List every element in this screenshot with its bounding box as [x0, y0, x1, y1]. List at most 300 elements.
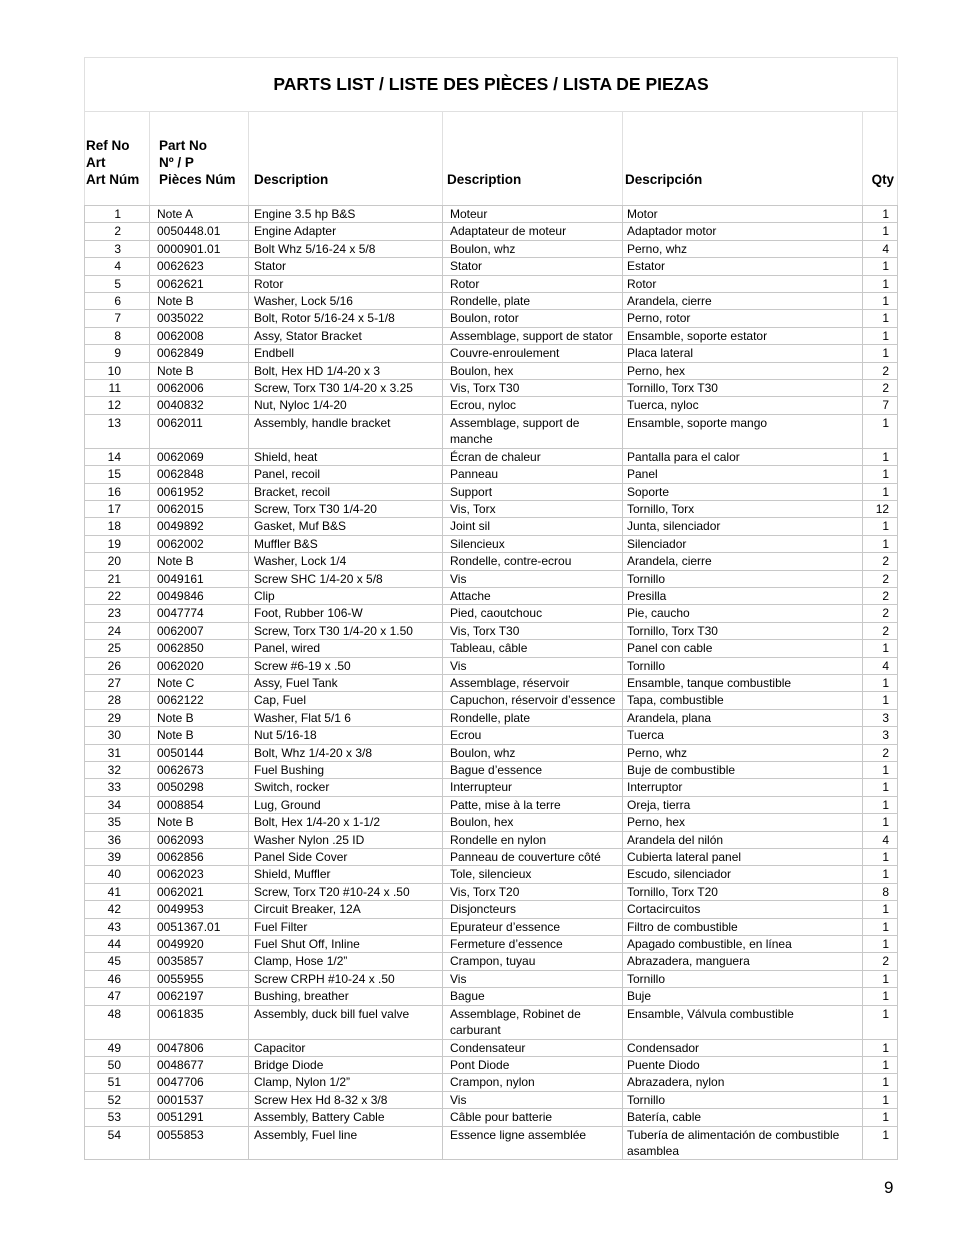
cell-ref: 30	[85, 727, 150, 744]
cell-en: Screw #6-19 x .50	[249, 657, 443, 674]
cell-fr: Interrupteur	[443, 779, 623, 796]
cell-es: Tornillo	[623, 570, 863, 587]
header-ref-line-1: Ref No	[86, 138, 130, 153]
cell-es: Perno, rotor	[623, 310, 863, 327]
table-row	[85, 831, 898, 848]
cell-fr: Panneau	[443, 466, 623, 483]
table-row	[85, 605, 898, 622]
cell-ref: 18	[85, 518, 150, 535]
table-row	[85, 362, 898, 379]
cell-fr: Vis, Torx	[443, 500, 623, 517]
cell-part: 0000901.01	[150, 240, 249, 257]
cell-part: 0062002	[150, 535, 249, 552]
cell-qty: 1	[863, 674, 898, 691]
cell-en: Assy, Fuel Tank	[249, 674, 443, 691]
cell-ref: 28	[85, 692, 150, 709]
cell-fr: Bague	[443, 988, 623, 1005]
cell-ref: 15	[85, 466, 150, 483]
cell-part: 0001537	[150, 1091, 249, 1108]
cell-qty: 1	[863, 866, 898, 883]
cell-ref: 32	[85, 762, 150, 779]
header-part-line-3: Pièces Núm	[159, 172, 236, 187]
cell-fr: Moteur	[443, 206, 623, 223]
cell-en: Panel, wired	[249, 640, 443, 657]
table-row	[85, 849, 898, 866]
cell-qty: 1	[863, 918, 898, 935]
table-row	[85, 762, 898, 779]
cell-fr: Rondelle, contre-ecrou	[443, 553, 623, 570]
cell-qty: 1	[863, 1126, 898, 1160]
cell-qty: 1	[863, 1056, 898, 1073]
cell-ref: 20	[85, 553, 150, 570]
header-ref-no	[85, 112, 150, 201]
cell-en: Bridge Diode	[249, 1056, 443, 1073]
table-row	[85, 901, 898, 918]
cell-part: Note B	[150, 814, 249, 831]
cell-part: 0049920	[150, 936, 249, 953]
cell-ref: 9	[85, 345, 150, 362]
cell-part: 0062856	[150, 849, 249, 866]
cell-es: Tubería de alimentación de combustible asamblea	[623, 1126, 863, 1160]
cell-ref: 13	[85, 414, 150, 448]
cell-es: Buje de combustible	[623, 762, 863, 779]
cell-qty: 12	[863, 500, 898, 517]
cell-part: Note A	[150, 206, 249, 223]
cell-ref: 33	[85, 779, 150, 796]
table-row	[85, 310, 898, 327]
cell-en: Lug, Ground	[249, 796, 443, 813]
table-row	[85, 223, 898, 240]
cell-qty: 1	[863, 1074, 898, 1091]
cell-qty: 7	[863, 397, 898, 414]
cell-part: 0062007	[150, 622, 249, 639]
cell-fr: Disjoncteurs	[443, 901, 623, 918]
cell-qty: 4	[863, 657, 898, 674]
cell-part: 0062621	[150, 275, 249, 292]
cell-part: 0062673	[150, 762, 249, 779]
table-row	[85, 1109, 898, 1126]
cell-en: Assembly, Fuel line	[249, 1126, 443, 1160]
cell-es: Arandela del nilón	[623, 831, 863, 848]
table-row	[85, 1056, 898, 1073]
cell-qty: 1	[863, 466, 898, 483]
cell-part: 0062093	[150, 831, 249, 848]
cell-qty: 2	[863, 587, 898, 604]
cell-part: 0062021	[150, 883, 249, 900]
cell-es: Tornillo, Torx T30	[623, 622, 863, 639]
cell-part: 0047806	[150, 1039, 249, 1056]
cell-es: Tuerca, nyloc	[623, 397, 863, 414]
cell-fr: Condensateur	[443, 1039, 623, 1056]
cell-en: Assembly, Battery Cable	[249, 1109, 443, 1126]
cell-en: Bolt, Hex 1/4-20 x 1-1/2	[249, 814, 443, 831]
cell-es: Tornillo	[623, 657, 863, 674]
header-ref-line-2: Art	[86, 155, 106, 170]
cell-qty: 1	[863, 206, 898, 223]
cell-part: 0050298	[150, 779, 249, 796]
cell-ref: 41	[85, 883, 150, 900]
cell-qty: 1	[863, 796, 898, 813]
cell-fr: Fermeture d’essence	[443, 936, 623, 953]
table-row	[85, 500, 898, 517]
cell-ref: 6	[85, 293, 150, 310]
cell-ref: 31	[85, 744, 150, 761]
cell-qty: 1	[863, 1039, 898, 1056]
cell-qty: 1	[863, 223, 898, 240]
cell-qty: 1	[863, 814, 898, 831]
cell-en: Clip	[249, 587, 443, 604]
cell-part: 0061952	[150, 483, 249, 500]
header-description-en: Description	[249, 112, 443, 201]
table-row	[85, 587, 898, 604]
cell-es: Presilla	[623, 587, 863, 604]
cell-en: Rotor	[249, 275, 443, 292]
table-row	[85, 988, 898, 1005]
table-row	[85, 883, 898, 900]
cell-en: Washer, Lock 1/4	[249, 553, 443, 570]
cell-ref: 1	[85, 206, 150, 223]
parts-list-sheet	[84, 57, 897, 1160]
header-part-no	[150, 112, 249, 201]
cell-ref: 40	[85, 866, 150, 883]
cell-en: Capacitor	[249, 1039, 443, 1056]
cell-ref: 23	[85, 605, 150, 622]
cell-part: 0035022	[150, 310, 249, 327]
cell-qty: 1	[863, 448, 898, 465]
cell-fr: Rondelle en nylon	[443, 831, 623, 848]
cell-fr: Attache	[443, 587, 623, 604]
cell-es: Abrazadera, nylon	[623, 1074, 863, 1091]
table-row	[85, 327, 898, 344]
cell-qty: 4	[863, 240, 898, 257]
cell-es: Perno, hex	[623, 362, 863, 379]
header-part-line-2: Nº / P	[159, 155, 194, 170]
cell-qty: 2	[863, 953, 898, 970]
cell-part: 0040832	[150, 397, 249, 414]
cell-es: Ensamble, soporte mango	[623, 414, 863, 448]
cell-part: 0008854	[150, 796, 249, 813]
cell-fr: Assemblage, réservoir	[443, 674, 623, 691]
table-row	[85, 240, 898, 257]
cell-qty: 1	[863, 1005, 898, 1039]
cell-qty: 1	[863, 414, 898, 448]
cell-part: 0062850	[150, 640, 249, 657]
cell-en: Screw CRPH #10-24 x .50	[249, 970, 443, 987]
cell-part: 0050144	[150, 744, 249, 761]
cell-fr: Vis	[443, 970, 623, 987]
cell-fr: Vis	[443, 1091, 623, 1108]
cell-es: Arandela, plana	[623, 709, 863, 726]
cell-es: Tornillo, Torx T20	[623, 883, 863, 900]
cell-part: 0062849	[150, 345, 249, 362]
table-row	[85, 970, 898, 987]
table-row	[85, 345, 898, 362]
cell-qty: 1	[863, 345, 898, 362]
cell-en: Cap, Fuel	[249, 692, 443, 709]
table-row	[85, 657, 898, 674]
cell-ref: 27	[85, 674, 150, 691]
cell-en: Bushing, breather	[249, 988, 443, 1005]
header-ref-line-3: Art Núm	[86, 172, 140, 187]
cell-ref: 51	[85, 1074, 150, 1091]
cell-part: Note B	[150, 362, 249, 379]
cell-fr: Vis	[443, 657, 623, 674]
cell-es: Soporte	[623, 483, 863, 500]
cell-qty: 1	[863, 275, 898, 292]
cell-fr: Écran de chaleur	[443, 448, 623, 465]
cell-fr: Rondelle, plate	[443, 293, 623, 310]
cell-qty: 8	[863, 883, 898, 900]
cell-ref: 17	[85, 500, 150, 517]
cell-es: Puente Diodo	[623, 1056, 863, 1073]
cell-es: Interruptor	[623, 779, 863, 796]
cell-en: Circuit Breaker, 12A	[249, 901, 443, 918]
cell-es: Oreja, tierra	[623, 796, 863, 813]
table-row	[85, 397, 898, 414]
cell-en: Nut 5/16-18	[249, 727, 443, 744]
cell-es: Arandela, cierre	[623, 553, 863, 570]
cell-fr: Tableau, câble	[443, 640, 623, 657]
cell-ref: 24	[85, 622, 150, 639]
cell-part: Note B	[150, 709, 249, 726]
cell-fr: Silencieux	[443, 535, 623, 552]
cell-fr: Joint sil	[443, 518, 623, 535]
cell-part: 0055955	[150, 970, 249, 987]
cell-es: Silenciador	[623, 535, 863, 552]
cell-ref: 39	[85, 849, 150, 866]
cell-ref: 42	[85, 901, 150, 918]
cell-fr: Assemblage, support de stator	[443, 327, 623, 344]
table-row	[85, 779, 898, 796]
cell-fr: Vis	[443, 570, 623, 587]
cell-qty: 3	[863, 709, 898, 726]
cell-part: 0047774	[150, 605, 249, 622]
cell-fr: Boulon, hex	[443, 362, 623, 379]
cell-en: Foot, Rubber 106-W	[249, 605, 443, 622]
cell-fr: Ecrou	[443, 727, 623, 744]
cell-fr: Rotor	[443, 275, 623, 292]
cell-en: Stator	[249, 258, 443, 275]
page-title: PARTS LIST / LISTE DES PIÈCES / LISTA DE PIEZAS	[85, 58, 898, 112]
cell-es: Panel	[623, 466, 863, 483]
cell-es: Motor	[623, 206, 863, 223]
cell-qty: 1	[863, 518, 898, 535]
cell-fr: Vis, Torx T30	[443, 622, 623, 639]
cell-qty: 2	[863, 380, 898, 397]
cell-fr: Essence ligne assemblée	[443, 1126, 623, 1160]
cell-part: Note C	[150, 674, 249, 691]
cell-part: 0049892	[150, 518, 249, 535]
cell-ref: 3	[85, 240, 150, 257]
cell-part: 0062023	[150, 866, 249, 883]
cell-ref: 2	[85, 223, 150, 240]
cell-part: 0062015	[150, 500, 249, 517]
cell-fr: Capuchon, réservoir d’essence	[443, 692, 623, 709]
cell-en: Switch, rocker	[249, 779, 443, 796]
cell-en: Fuel Bushing	[249, 762, 443, 779]
cell-en: Fuel Filter	[249, 918, 443, 935]
cell-fr: Boulon, hex	[443, 814, 623, 831]
cell-part: 0048677	[150, 1056, 249, 1073]
cell-en: Assembly, handle bracket	[249, 414, 443, 448]
cell-es: Cortacircuitos	[623, 901, 863, 918]
cell-ref: 34	[85, 796, 150, 813]
table-row	[85, 1126, 898, 1160]
table-row	[85, 622, 898, 639]
cell-fr: Rondelle, plate	[443, 709, 623, 726]
cell-es: Pantalla para el calor	[623, 448, 863, 465]
cell-qty: 2	[863, 362, 898, 379]
cell-en: Endbell	[249, 345, 443, 362]
cell-es: Ensamble, soporte estator	[623, 327, 863, 344]
cell-es: Tornillo	[623, 1091, 863, 1108]
table-row	[85, 744, 898, 761]
cell-es: Junta, silenciador	[623, 518, 863, 535]
cell-part: 0049161	[150, 570, 249, 587]
cell-fr: Vis, Torx T20	[443, 883, 623, 900]
cell-qty: 1	[863, 849, 898, 866]
cell-part: 0049846	[150, 587, 249, 604]
table-row	[85, 466, 898, 483]
cell-ref: 7	[85, 310, 150, 327]
header-description-fr: Description	[443, 112, 623, 201]
cell-qty: 2	[863, 622, 898, 639]
cell-part: 0062011	[150, 414, 249, 448]
cell-ref: 48	[85, 1005, 150, 1039]
cell-ref: 35	[85, 814, 150, 831]
cell-ref: 26	[85, 657, 150, 674]
cell-fr: Epurateur d’essence	[443, 918, 623, 935]
cell-part: Note B	[150, 727, 249, 744]
cell-es: Tapa, combustible	[623, 692, 863, 709]
cell-part: 0035857	[150, 953, 249, 970]
cell-ref: 29	[85, 709, 150, 726]
table-row	[85, 293, 898, 310]
cell-es: Condensador	[623, 1039, 863, 1056]
cell-es: Tornillo, Torx	[623, 500, 863, 517]
parts-table	[84, 57, 898, 1160]
cell-en: Screw, Torx T20 #10-24 x .50	[249, 883, 443, 900]
cell-es: Batería, cable	[623, 1109, 863, 1126]
cell-fr: Assemblage, Robinet de carburant	[443, 1005, 623, 1039]
cell-fr: Panneau de couverture côté	[443, 849, 623, 866]
cell-ref: 25	[85, 640, 150, 657]
cell-fr: Stator	[443, 258, 623, 275]
cell-fr: Vis, Torx T30	[443, 380, 623, 397]
cell-fr: Crampon, tuyau	[443, 953, 623, 970]
cell-es: Pie, caucho	[623, 605, 863, 622]
cell-es: Placa lateral	[623, 345, 863, 362]
cell-en: Engine 3.5 hp B&S	[249, 206, 443, 223]
cell-es: Buje	[623, 988, 863, 1005]
cell-ref: 4	[85, 258, 150, 275]
cell-qty: 1	[863, 640, 898, 657]
cell-ref: 49	[85, 1039, 150, 1056]
cell-es: Estator	[623, 258, 863, 275]
cell-en: Shield, heat	[249, 448, 443, 465]
cell-en: Screw SHC 1/4-20 x 5/8	[249, 570, 443, 587]
cell-fr: Câble pour batterie	[443, 1109, 623, 1126]
cell-es: Adaptador motor	[623, 223, 863, 240]
cell-ref: 14	[85, 448, 150, 465]
table-row	[85, 1005, 898, 1039]
cell-en: Bolt Whz 5/16-24 x 5/8	[249, 240, 443, 257]
table-row	[85, 483, 898, 500]
cell-en: Shield, Muffler	[249, 866, 443, 883]
cell-es: Panel con cable	[623, 640, 863, 657]
cell-fr: Pied, caoutchouc	[443, 605, 623, 622]
header-part-line-1: Part No	[159, 138, 208, 153]
cell-part: 0062197	[150, 988, 249, 1005]
cell-ref: 22	[85, 587, 150, 604]
cell-fr: Pont Diode	[443, 1056, 623, 1073]
cell-ref: 44	[85, 936, 150, 953]
cell-qty: 1	[863, 535, 898, 552]
table-row	[85, 918, 898, 935]
cell-qty: 1	[863, 762, 898, 779]
cell-ref: 36	[85, 831, 150, 848]
cell-es: Tornillo	[623, 970, 863, 987]
cell-ref: 43	[85, 918, 150, 935]
table-row	[85, 275, 898, 292]
cell-qty: 1	[863, 1091, 898, 1108]
cell-ref: 45	[85, 953, 150, 970]
table-row	[85, 709, 898, 726]
cell-en: Bolt, Rotor 5/16-24 x 5-1/8	[249, 310, 443, 327]
table-row	[85, 796, 898, 813]
cell-fr: Boulon, rotor	[443, 310, 623, 327]
cell-en: Engine Adapter	[249, 223, 443, 240]
cell-en: Bolt, Hex HD 1/4-20 x 3	[249, 362, 443, 379]
header-qty: Qty	[863, 112, 898, 201]
table-row	[85, 535, 898, 552]
table-row	[85, 936, 898, 953]
cell-es: Ensamble, Válvula combustible	[623, 1005, 863, 1039]
cell-es: Ensamble, tanque combustible	[623, 674, 863, 691]
cell-en: Washer Nylon .25 ID	[249, 831, 443, 848]
table-row	[85, 953, 898, 970]
cell-en: Nut, Nyloc 1/4-20	[249, 397, 443, 414]
cell-en: Clamp, Nylon 1/2”	[249, 1074, 443, 1091]
cell-qty: 1	[863, 692, 898, 709]
cell-qty: 2	[863, 744, 898, 761]
table-row	[85, 866, 898, 883]
cell-fr: Tole, silencieux	[443, 866, 623, 883]
cell-fr: Boulon, whz	[443, 240, 623, 257]
cell-es: Filtro de combustible	[623, 918, 863, 935]
cell-part: Note B	[150, 553, 249, 570]
cell-en: Screw, Torx T30 1/4-20 x 1.50	[249, 622, 443, 639]
cell-part: 0061835	[150, 1005, 249, 1039]
table-row	[85, 727, 898, 744]
cell-en: Screw Hex Hd 8-32 x 3/8	[249, 1091, 443, 1108]
table-row	[85, 258, 898, 275]
cell-part: Note B	[150, 293, 249, 310]
cell-qty: 3	[863, 727, 898, 744]
table-row	[85, 380, 898, 397]
table-row	[85, 414, 898, 448]
cell-es: Cubierta lateral panel	[623, 849, 863, 866]
cell-qty: 2	[863, 570, 898, 587]
header-description-es: Descripción	[623, 112, 863, 201]
table-row	[85, 448, 898, 465]
cell-qty: 1	[863, 1109, 898, 1126]
cell-fr: Boulon, whz	[443, 744, 623, 761]
table-row	[85, 1091, 898, 1108]
cell-ref: 11	[85, 380, 150, 397]
cell-ref: 47	[85, 988, 150, 1005]
cell-part: 0062020	[150, 657, 249, 674]
